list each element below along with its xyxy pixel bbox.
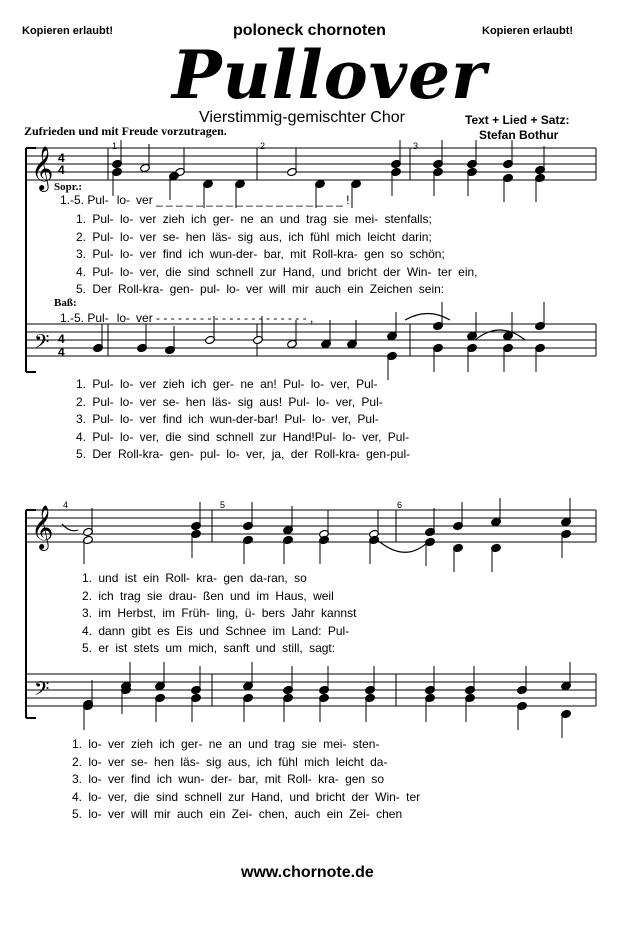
lyric-line: 5. Der Roll-kra- gen- pul- lo- ver will mir auch ein Zeichen sein: bbox=[76, 282, 445, 296]
time-signature: 4 bbox=[58, 332, 65, 346]
lyric-line: 5. Der Roll-kra- gen- pul- lo- ver, ja, der Roll-kra- gen-pul- bbox=[76, 447, 411, 461]
measure-number: 3 bbox=[413, 141, 419, 151]
song-subtitle: Vierstimmig-gemischter Chor bbox=[199, 109, 405, 126]
lyric-line: 4. Pul- lo- ver, die sind schnell zur Hand!Pul- lo- ver, Pul- bbox=[76, 429, 410, 444]
song-title: Pullover bbox=[172, 36, 487, 114]
lyric-line: 4. lo- ver, die sind schnell zur Hand, und bricht der Win- ter bbox=[72, 789, 421, 804]
staff-lines bbox=[26, 148, 596, 706]
lyric-line: 2. Pul- lo- ver se- hen läs- sig aus! Pul- lo- ver, Pul- bbox=[76, 394, 383, 409]
website-link[interactable]: www.chornote.de bbox=[241, 864, 374, 881]
bass-clef-icon: 𝄢 bbox=[34, 677, 50, 705]
bass-intro: 1.-5. Pul- lo- ver - - - - - - - - - - - - - - - - - - - - - , bbox=[60, 311, 314, 325]
lyric-line: 1. Pul- lo- ver zieh ich ger- ne an und trag sie mei- stenfalls; bbox=[76, 212, 432, 226]
bass-clef-icon: 𝄢 bbox=[34, 330, 50, 358]
time-signature: 4 bbox=[58, 163, 65, 177]
lyric-line: 5. lo- ver will mir auch ein Zei- chen, auch ein Zei- chen bbox=[72, 807, 403, 821]
lyric-line: 3. Pul- lo- ver find ich wun-der-bar! Pul- lo- ver, Pul- bbox=[76, 412, 379, 426]
lyric-line: 3. im Herbst, im Früh- ling, ü- bers Jahr kannst bbox=[82, 606, 357, 620]
lyric-line: 2. lo- ver se- hen läs- sig aus, ich fühl mich leicht da- bbox=[72, 754, 388, 769]
time-signature: 4 bbox=[58, 151, 65, 165]
lyric-line: 2. ich trag sie drau- ßen und im Haus, weil bbox=[82, 588, 334, 603]
tempo-marking: Zufrieden und mit Freude vorzutragen. bbox=[24, 124, 227, 138]
lyric-line: 5. er ist stets um mich, sanft und still, sagt: bbox=[82, 641, 336, 655]
lyric-line: 3. Pul- lo- ver find ich wun-der- bar, mit Roll-kra- gen so schön; bbox=[76, 247, 445, 261]
lyric-line: 4. dann gibt es Eis und Schnee im Land: Pul- bbox=[82, 623, 350, 638]
lyric-line: 1. lo- ver zieh ich ger- ne an und trag sie mei- sten- bbox=[72, 737, 380, 751]
measure-number: 4 bbox=[63, 500, 69, 510]
lyric-line: 1. und ist ein Roll- kra- gen da-ran, so bbox=[82, 571, 307, 585]
treble-clef-icon: 𝄞 bbox=[31, 505, 54, 549]
lyric-line: 1. Pul- lo- ver zieh ich ger- ne an! Pul- lo- ver, Pul- bbox=[76, 377, 378, 391]
lyric-line: 3. lo- ver find ich wun- der- bar, mit Roll- kra- gen so bbox=[72, 772, 385, 786]
measure-number: 6 bbox=[397, 500, 403, 510]
bass-label: Baß: bbox=[54, 297, 77, 309]
measure-number: 5 bbox=[220, 500, 226, 510]
treble-clef-icon: 𝄞 bbox=[31, 146, 54, 190]
measure-number: 2 bbox=[260, 141, 266, 151]
noteheads bbox=[83, 140, 572, 738]
copy-notice-left: Kopieren erlaubt! bbox=[22, 25, 114, 37]
credit-line-1: Text + Lied + Satz: bbox=[465, 113, 570, 127]
time-signature: 4 bbox=[58, 345, 65, 359]
lyric-line: 4. Pul- lo- ver, die sind schnell zur Hand, und bricht der Win- ter ein, bbox=[76, 264, 478, 279]
lyric-line: 2. Pul- lo- ver se- hen läs- sig aus, ich fühl mich leicht darin; bbox=[76, 229, 432, 244]
publisher-name: poloneck chornoten bbox=[233, 22, 386, 39]
soprano-label: Sopr.: bbox=[54, 181, 83, 193]
copy-notice-right: Kopieren erlaubt! bbox=[482, 25, 574, 37]
measure-number: 1 bbox=[112, 141, 118, 151]
soprano-intro: 1.-5. Pul- lo- ver _ _ _ _ _ _ _ _ _ _ _ _ _ _ _ _ _ _ _ ! bbox=[60, 193, 350, 207]
credit-line-2: Stefan Bothur bbox=[479, 128, 559, 142]
